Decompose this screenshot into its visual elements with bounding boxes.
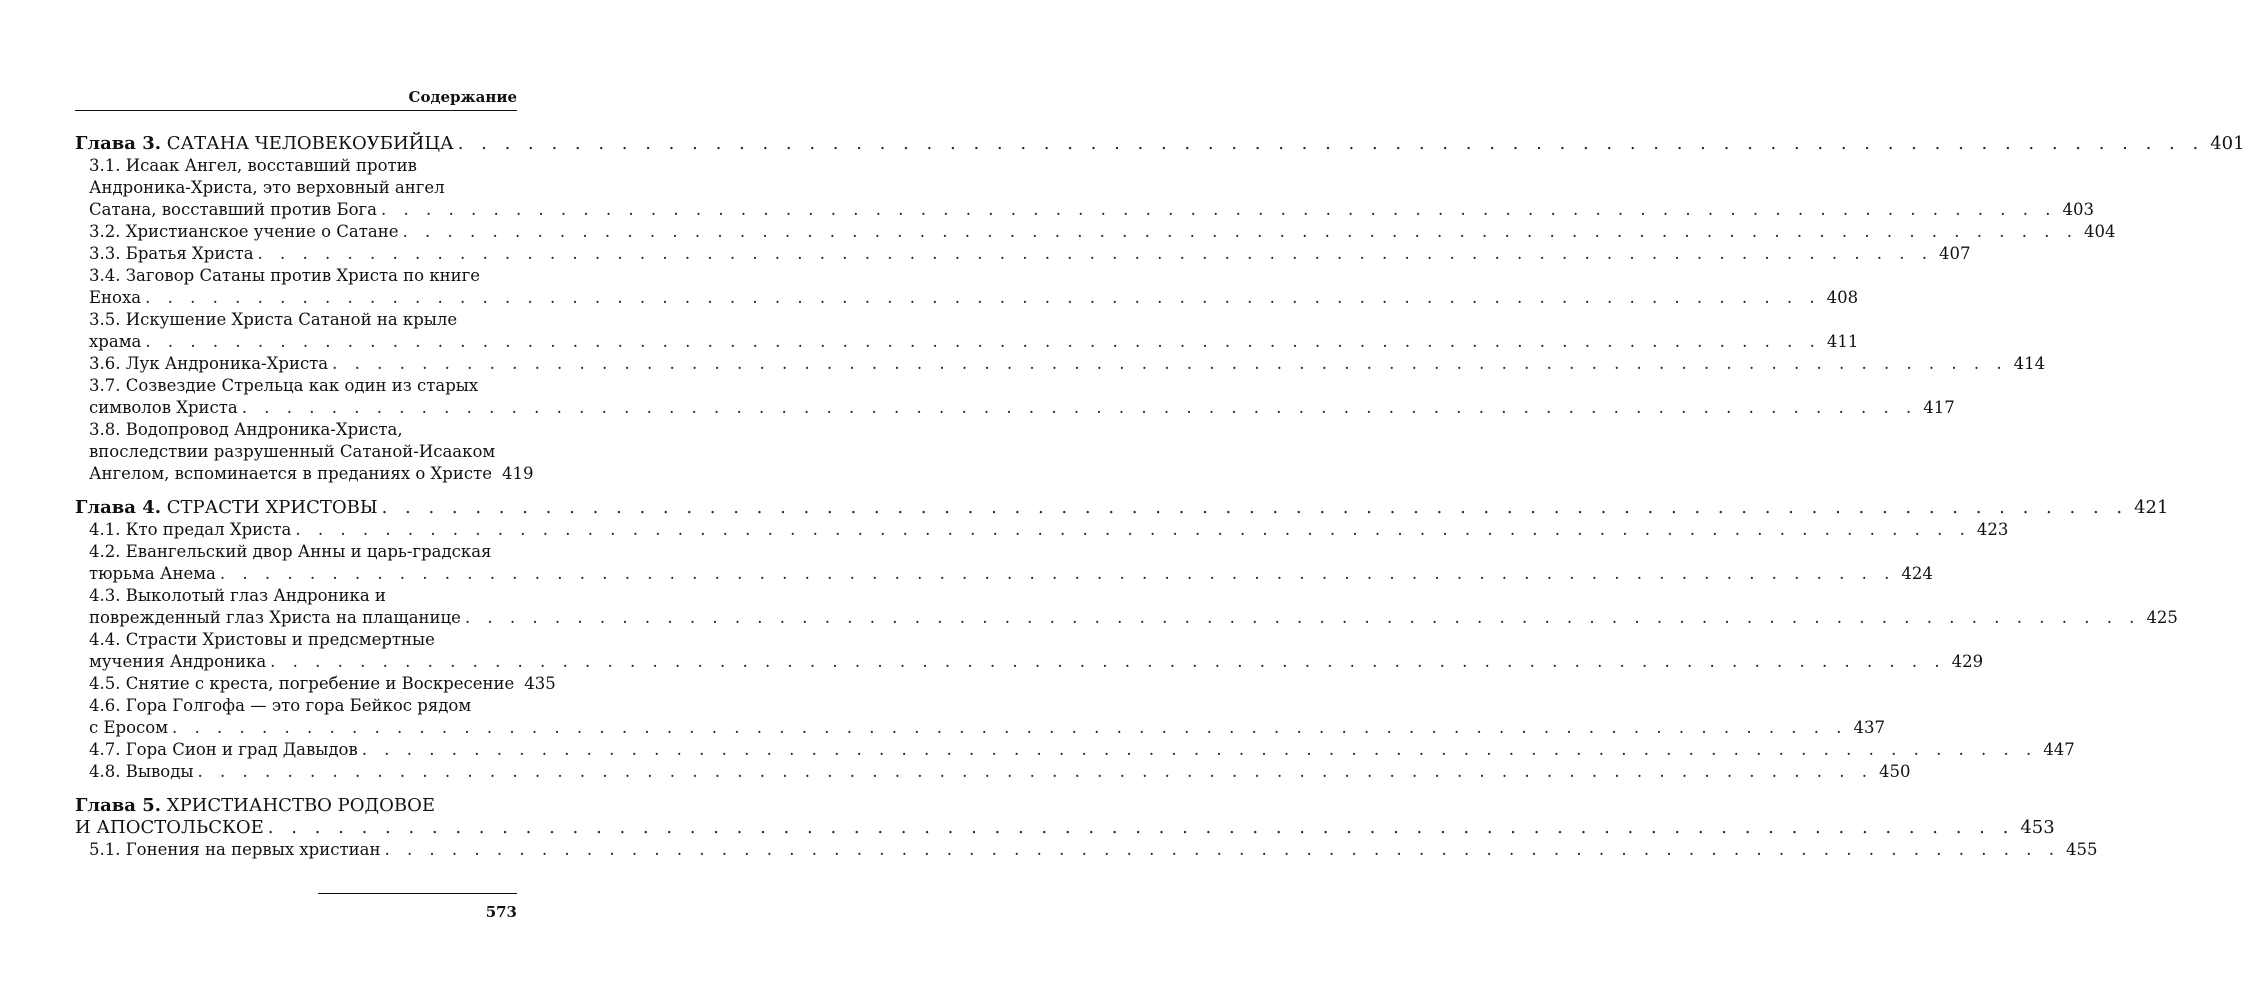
chapter-heading-text	[75, 795, 435, 816]
toc-entry-page-number: 423	[1976, 520, 2009, 539]
toc-entry-line	[75, 739, 2075, 761]
toc-entry-text: 5.1. Гонения на первых христиан	[89, 840, 381, 859]
toc-entry[interactable]	[75, 761, 1911, 783]
chapter-heading-line	[75, 497, 2169, 519]
toc-entry-line	[75, 375, 517, 397]
chapter-page-number: 453	[2020, 817, 2055, 838]
toc-entry-text: храма	[89, 332, 142, 351]
dot-leader	[465, 607, 2141, 629]
toc-entry-text: 4.6. Гора Голгофа — это гора Бейкос рядом	[89, 696, 472, 715]
toc-entry-text: 3.1. Исаак Ангел, восставший против	[89, 156, 417, 175]
dot-leader	[258, 243, 1934, 265]
page-number: 573	[485, 903, 517, 921]
toc-entry-line	[75, 155, 517, 177]
toc-entry-line	[75, 585, 517, 607]
toc-entry-text: тюрьма Анема	[89, 564, 216, 583]
toc-entry-page-number: 417	[1923, 398, 1955, 417]
toc-entry-line	[75, 629, 517, 651]
toc-entry-text: 4.3. Выколотый глаз Андроника и	[89, 586, 386, 605]
dot-leader	[270, 651, 1946, 673]
chapter-heading-line	[75, 817, 2055, 839]
toc-entry-page-number: 450	[1879, 762, 1911, 781]
dot-leader	[295, 519, 1971, 541]
toc-entry-page-number: 455	[2065, 840, 2098, 859]
toc-entry-text: 4.5. Снятие с креста, погребение и Воскресение	[89, 674, 515, 693]
toc-entry-text: 3.7. Созвездие Стрельца как один из старых	[89, 376, 479, 395]
dot-leader	[332, 353, 2008, 375]
chapter-heading-text	[75, 133, 454, 155]
dot-leader	[145, 331, 1821, 353]
toc-entry-page-number: 414	[2013, 354, 2046, 373]
toc-entry-text: 4.8. Выводы	[89, 762, 194, 781]
toc-entry-text: мучения Андроника	[89, 652, 267, 671]
toc-entry-page-number: 424	[1901, 564, 1933, 583]
toc-entry[interactable]	[75, 309, 1859, 353]
toc-entry-text: 3.2. Христианское учение о Сатане	[89, 222, 399, 241]
toc-entry-text: 4.7. Гора Сион и град Давыдов	[89, 740, 358, 759]
toc-entry-line	[75, 243, 1971, 265]
chapter-title: ХРИСТИАНСТВО РОДОВОЕ	[166, 795, 436, 816]
chapter-heading-text	[75, 497, 378, 519]
toc-entry-line	[75, 309, 517, 331]
chapter-label: Глава 5.	[75, 795, 162, 816]
toc-entry-line	[75, 221, 2116, 243]
chapter-title: СТРАСТИ ХРИСТОВЫ	[166, 497, 378, 518]
chapter-label: Глава 4.	[75, 497, 162, 518]
toc-entry-page-number: 429	[1951, 652, 1984, 671]
toc-entry-text: 4.4. Страсти Христовы и предсмертные	[89, 630, 435, 649]
toc-entry[interactable]	[75, 519, 2009, 541]
chapter-heading-line	[75, 795, 517, 817]
toc-entry-line	[75, 761, 1911, 783]
toc-entry[interactable]	[75, 155, 2094, 221]
toc-entry-line	[75, 287, 1859, 309]
dot-leader	[382, 497, 2129, 519]
toc-entry[interactable]	[75, 695, 1886, 739]
toc-entry-page-number: 403	[2062, 200, 2094, 219]
chapter-page-number: 401	[2210, 133, 2245, 154]
toc-chapter	[75, 133, 2245, 485]
toc-entry-page-number: 407	[1939, 244, 1971, 263]
toc-entry-line	[75, 265, 517, 287]
toc-entry[interactable]	[75, 243, 1971, 265]
dot-leader	[145, 287, 1821, 309]
table-of-contents	[75, 133, 2245, 861]
toc-entry-line	[75, 839, 2098, 861]
toc-entry-line	[75, 541, 517, 563]
toc-entry-page-number: 447	[2043, 740, 2075, 759]
toc-entry-line	[75, 177, 517, 199]
toc-entry[interactable]	[75, 585, 2178, 629]
toc-entry-text: Андроника-Христа, это верховный ангел	[89, 178, 445, 197]
toc-entry[interactable]	[75, 353, 2046, 375]
toc-entry-line	[75, 563, 1933, 585]
toc-entry-text: Еноха	[89, 288, 142, 307]
toc-entry-text: Ангелом, вспоминается в преданиях о Христе	[89, 464, 492, 483]
toc-entry-page-number: 404	[2084, 222, 2116, 241]
toc-entry-line	[75, 695, 517, 717]
dot-leader	[242, 397, 1918, 419]
toc-entry-text: поврежденный глаз Христа на плащанице	[89, 608, 461, 627]
toc-entry-line	[75, 651, 1984, 673]
toc-entry-line	[75, 607, 2178, 629]
toc-entry[interactable]	[75, 541, 1933, 585]
dot-leader	[220, 563, 1896, 585]
chapter-heading-text	[75, 817, 264, 839]
dot-leader	[172, 717, 1848, 739]
toc-entry[interactable]	[75, 839, 2098, 861]
toc-entry-text: 4.1. Кто предал Христа	[89, 520, 292, 539]
toc-entry-line	[75, 463, 534, 485]
dot-leader	[268, 817, 2015, 839]
toc-entry[interactable]	[75, 739, 2075, 761]
dot-leader	[384, 839, 2060, 861]
dot-leader	[362, 739, 2038, 761]
toc-entry-text: 3.3. Братья Христа	[89, 244, 254, 263]
dot-leader	[403, 221, 2079, 243]
toc-entry-text: с Еросом	[89, 718, 169, 737]
toc-entry-line	[75, 441, 517, 463]
header-rule	[75, 110, 517, 111]
toc-entry-line	[75, 519, 2009, 541]
toc-entry-line	[75, 419, 517, 441]
toc-entry[interactable]	[75, 419, 534, 485]
chapter-heading-line	[75, 133, 2245, 155]
toc-entry-text: 3.8. Водопровод Андроника-Христа,	[89, 420, 403, 439]
toc-entry-text: 4.2. Евангельский двор Анны и царь-градская	[89, 542, 492, 561]
running-head: Содержание	[408, 88, 517, 106]
chapter-title: САТАНА ЧЕЛОВЕКОУБИЙЦА	[166, 133, 454, 154]
toc-entry-text: 3.4. Заговор Сатаны против Христа по книге	[89, 266, 481, 285]
toc-entry-page-number: 411	[1826, 332, 1859, 351]
toc-entry-text: 3.6. Лук Андроника-Христа	[89, 354, 329, 373]
toc-entry[interactable]	[75, 265, 1859, 309]
toc-entry-line	[75, 199, 2094, 221]
toc-entry[interactable]	[75, 629, 1984, 673]
toc-entry-page-number: 437	[1853, 718, 1886, 737]
toc-chapter	[75, 497, 2178, 783]
toc-entry[interactable]	[75, 221, 2116, 243]
chapter-title: И АПОСТОЛЬСКОЕ	[75, 817, 264, 838]
toc-entry[interactable]	[75, 375, 1955, 419]
footer-rule	[318, 893, 517, 894]
toc-entry-page-number: 435	[524, 674, 556, 693]
toc-entry-page-number: 408	[1826, 288, 1859, 307]
toc-entry-line	[75, 397, 1955, 419]
dot-leader	[458, 133, 2205, 155]
toc-entry[interactable]	[75, 673, 556, 695]
dot-leader	[198, 761, 1874, 783]
toc-entry-text: символов Христа	[89, 398, 238, 417]
chapter-label: Глава 3.	[75, 133, 162, 154]
toc-entry-line	[75, 353, 2046, 375]
toc-entry-page-number: 419	[502, 464, 534, 483]
dot-leader	[381, 199, 2057, 221]
toc-entry-text: впоследствии разрушенный Сатаной-Исааком	[89, 442, 496, 461]
toc-entry-line	[75, 673, 556, 695]
toc-entry-line	[75, 331, 1859, 353]
toc-entry-text: 3.5. Искушение Христа Сатаной на крыле	[89, 310, 458, 329]
toc-entry-text: Сатана, восставший против Бога	[89, 200, 377, 219]
toc-chapter	[75, 795, 2098, 861]
chapter-page-number: 421	[2134, 497, 2169, 518]
toc-entry-line	[75, 717, 1886, 739]
toc-entry-page-number: 425	[2146, 608, 2178, 627]
